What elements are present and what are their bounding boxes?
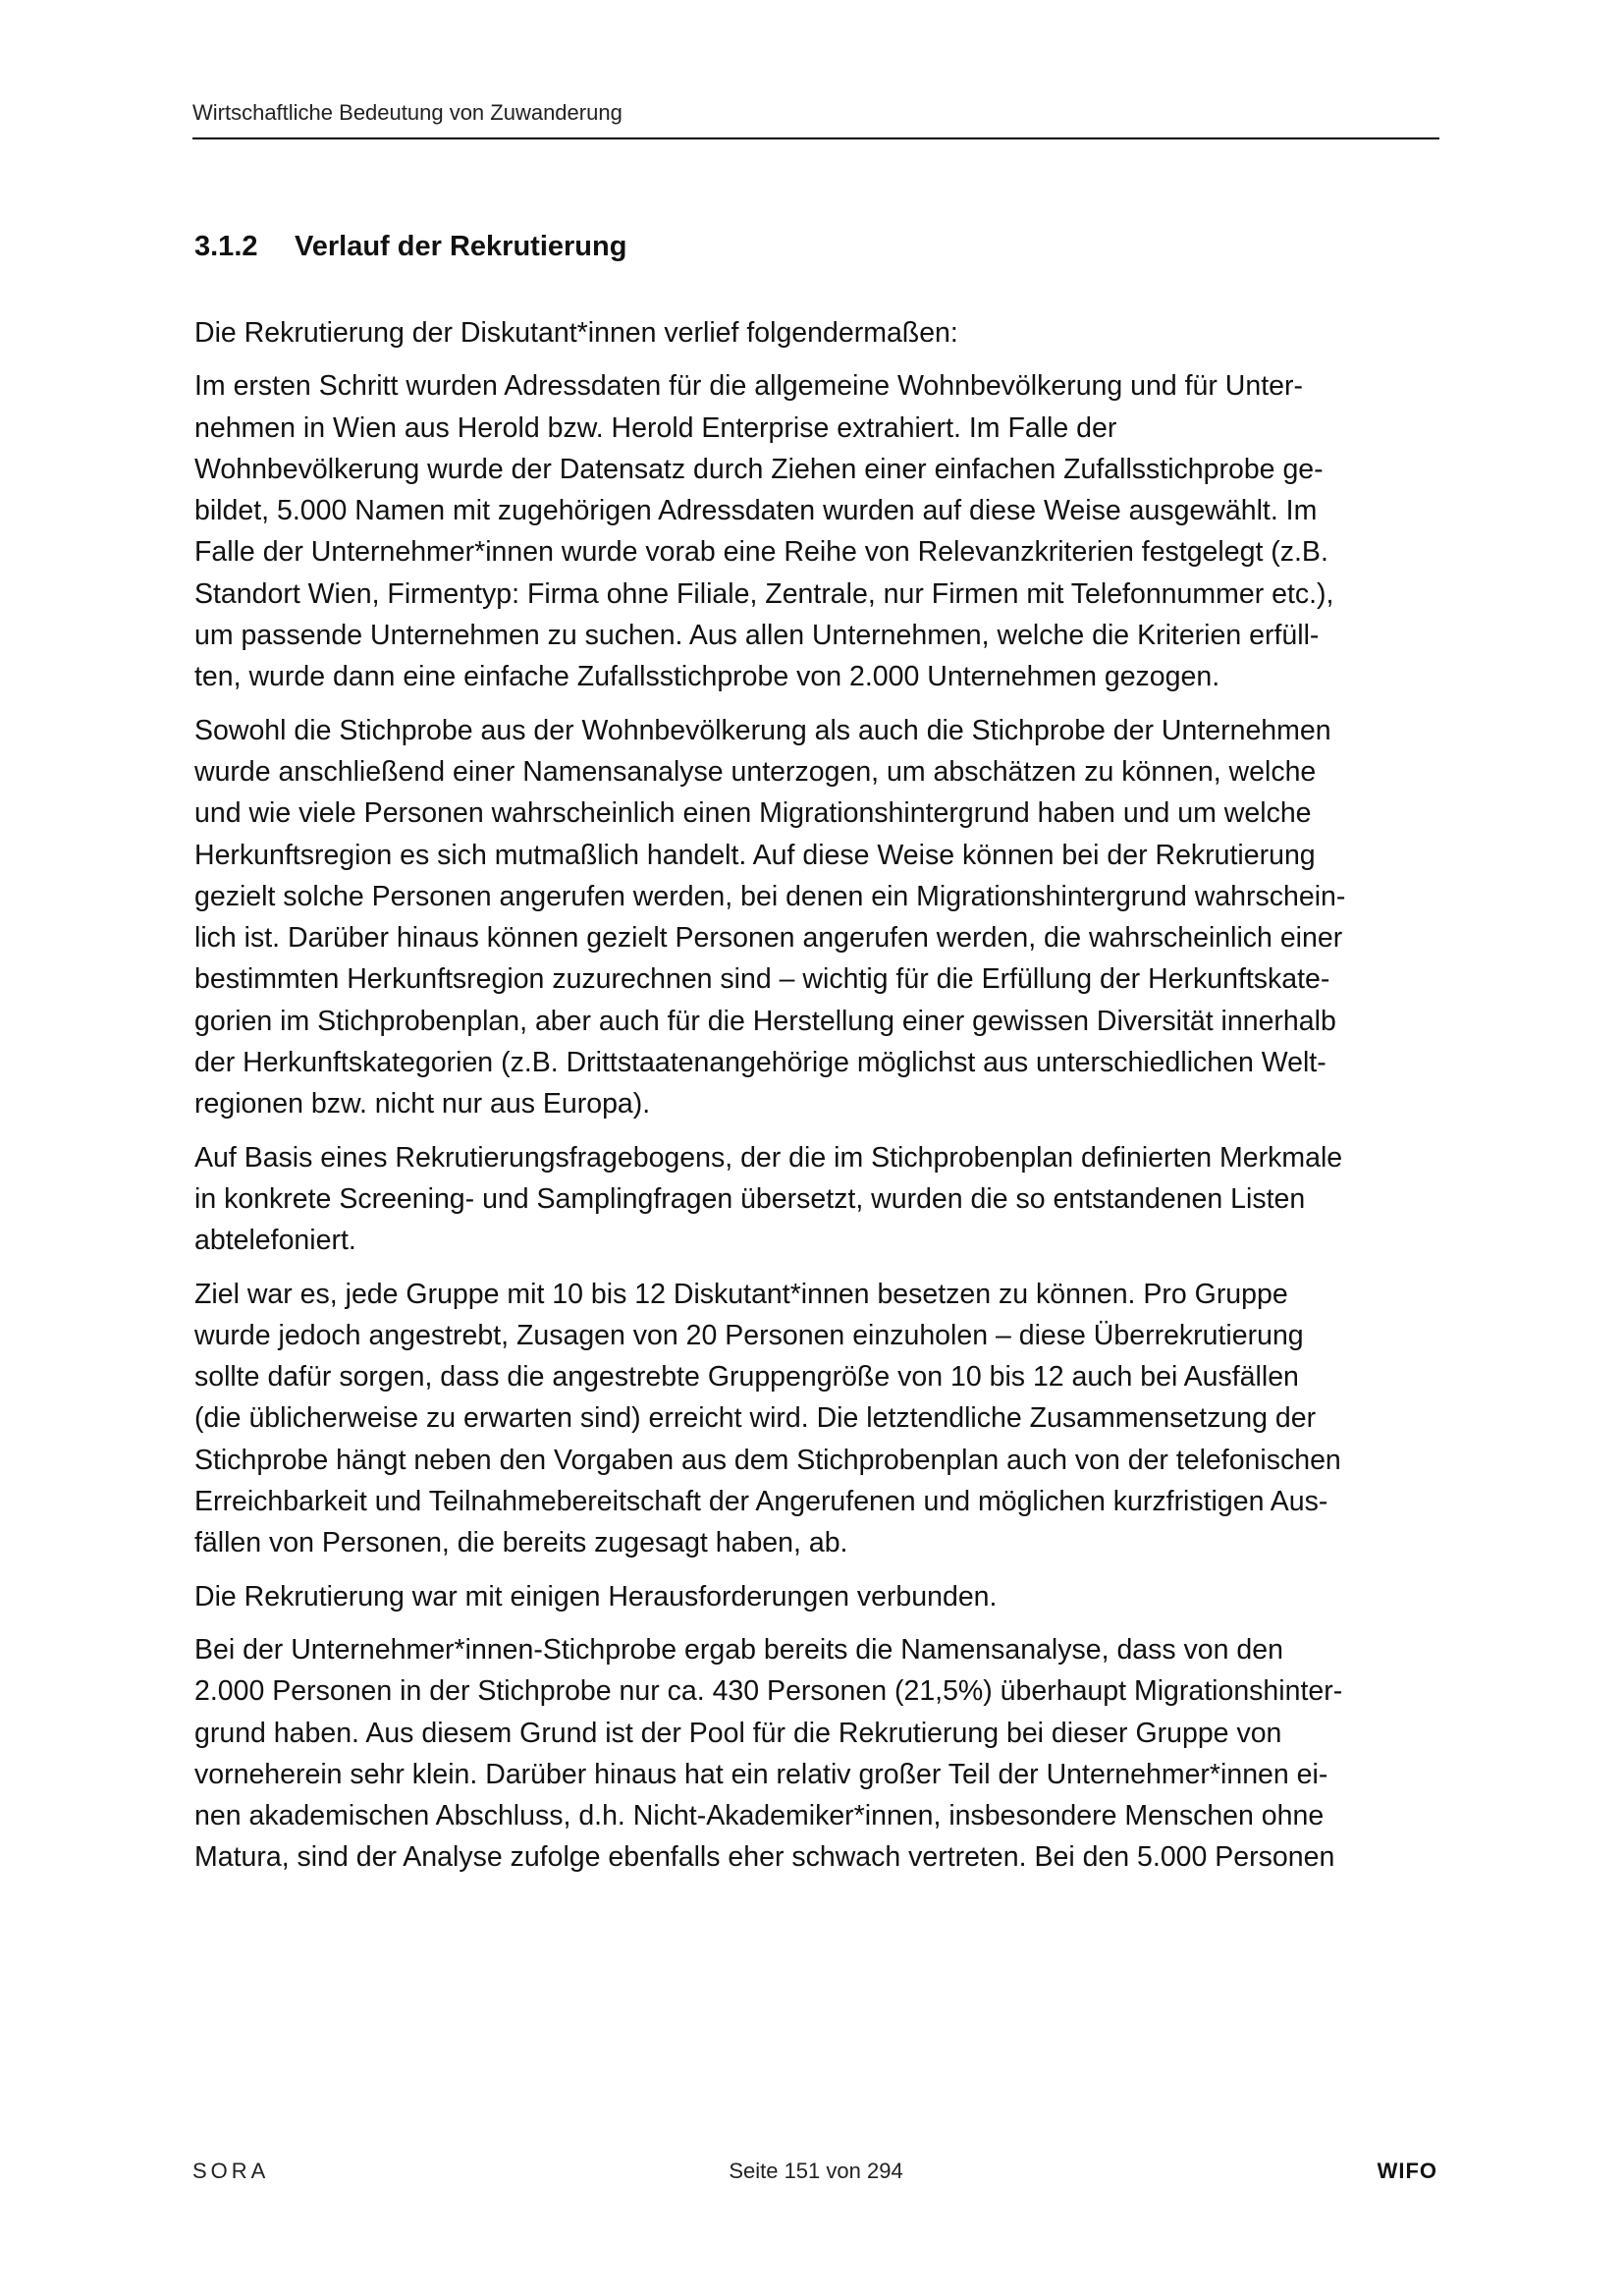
text-line: Matura, sind der Analyse zufolge ebenfalls eher schwach vertreten. Bei den 5.000 Personen bbox=[194, 1841, 1335, 1874]
text-line: sollte dafür sorgen, dass die angestrebte Gruppengröße von 10 bis 12 auch bei Ausfällen bbox=[194, 1361, 1299, 1394]
text-line: nehmen in Wien aus Herold bzw. Herold Enterprise extrahiert. Im Falle der bbox=[194, 411, 1117, 444]
wifo-logo: WIFO bbox=[1377, 2159, 1437, 2183]
page-footer bbox=[192, 2157, 1439, 2186]
text-line: Wohnbevölkerung wurde der Datensatz durch Ziehen einer einfachen Zufallsstichprobe ge- bbox=[194, 453, 1324, 485]
text-line: und wie viele Personen wahrscheinlich einen Migrationshintergrund haben und um welche bbox=[194, 797, 1312, 830]
paragraph bbox=[194, 1629, 1441, 1879]
paragraph bbox=[194, 365, 1441, 697]
text-line: gorien im Stichprobenplan, aber auch für die Herstellung einer gewissen Diversität innerhalb bbox=[194, 1005, 1336, 1037]
text-line: bestimmten Herkunftsregion zuzurechnen sind – wichtig für die Erfüllung der Herkunftskate- bbox=[194, 963, 1330, 996]
text-line: bildet, 5.000 Namen mit zugehörigen Adressdaten wurden auf diese Weise ausgewählt. Im bbox=[194, 495, 1318, 527]
text-line: Stichprobe hängt neben den Vorgaben aus dem Stichprobenplan auch von der telefonischen bbox=[194, 1444, 1341, 1476]
text-line: der Herkunftskategorien (z.B. Drittstaatenangehörige möglichst aus unterschiedlichen Welt- bbox=[194, 1047, 1326, 1079]
body-text bbox=[194, 312, 1441, 1879]
text-line: Herkunftsregion es sich mutmaßlich handelt. Auf diese Weise können bei der Rekrutierung bbox=[194, 839, 1316, 871]
text-line: in konkrete Screening- und Samplingfragen übersetzt, wurden die so entstandenen Listen bbox=[194, 1182, 1306, 1215]
paragraph bbox=[194, 312, 1441, 354]
text-line: Die Rekrutierung war mit einigen Herausforderungen verbunden. bbox=[194, 1580, 998, 1613]
section-number: 3.1.2 bbox=[194, 231, 258, 262]
paragraph bbox=[194, 710, 1441, 1125]
text-line: Auf Basis eines Rekrutierungsfragebogens, der die im Stichprobenplan definierten Merkmale bbox=[194, 1141, 1343, 1174]
text-line: lich ist. Darüber hinaus können gezielt Personen angerufen werden, die wahrscheinlich einer bbox=[194, 922, 1343, 955]
text-line: abtelefoniert. bbox=[194, 1225, 356, 1257]
text-line: gezielt solche Personen angerufen werden, bei denen ein Migrationshintergrund wahrschein- bbox=[194, 880, 1346, 912]
text-line: nen akademischen Abschluss, d.h. Nicht-Akademiker*innen, insbesondere Menschen ohne bbox=[194, 1800, 1325, 1832]
text-line: ten, wurde dann eine einfache Zufallsstichprobe von 2.000 Unternehmen gezogen. bbox=[194, 661, 1220, 693]
section-title: Verlauf der Rekrutierung bbox=[295, 231, 627, 262]
page-header bbox=[192, 94, 1439, 139]
text-line: wurde jedoch angestrebt, Zusagen von 20 Personen einzuholen – diese Überrekrutierung bbox=[194, 1319, 1304, 1351]
text-line: grund haben. Aus diesem Grund ist der Pool für die Rekrutierung bei dieser Gruppe von bbox=[194, 1717, 1282, 1749]
running-header-title: Wirtschaftliche Bedeutung von Zuwanderung bbox=[192, 100, 623, 125]
text-line: Bei der Unternehmer*innen-Stichprobe ergab bereits die Namensanalyse, dass von den bbox=[194, 1633, 1283, 1666]
text-line: regionen bzw. nicht nur aus Europa). bbox=[194, 1088, 651, 1121]
text-line: Die Rekrutierung der Diskutant*innen verlief folgendermaßen: bbox=[194, 317, 958, 349]
paragraph bbox=[194, 1137, 1441, 1262]
section-heading bbox=[194, 228, 1441, 265]
text-line: Standort Wien, Firmentyp: Firma ohne Filiale, Zentrale, nur Firmen mit Telefonnummer etc.), bbox=[194, 577, 1334, 610]
text-line: wurde anschließend einer Namensanalyse unterzogen, um abschätzen zu können, welche bbox=[194, 755, 1317, 788]
page-number: Seite 151 von 294 bbox=[729, 2159, 903, 2183]
paragraph bbox=[194, 1576, 1441, 1617]
text-line: (die üblicherweise zu erwarten sind) erreicht wird. Die letztendliche Zusammensetzung der bbox=[194, 1402, 1317, 1435]
text-line: Ziel war es, jede Gruppe mit 10 bis 12 Diskutant*innen besetzen zu können. Pro Gruppe bbox=[194, 1278, 1288, 1310]
text-line: Im ersten Schritt wurden Adressdaten für die allgemeine Wohnbevölkerung und für Unter- bbox=[194, 370, 1303, 403]
text-line: Sowohl die Stichprobe aus der Wohnbevölkerung als auch die Stichprobe der Unternehmen bbox=[194, 714, 1331, 746]
text-line: um passende Unternehmen zu suchen. Aus allen Unternehmen, welche die Kriterien erfüll- bbox=[194, 620, 1320, 652]
paragraph bbox=[194, 1274, 1441, 1564]
text-line: Falle der Unternehmer*innen wurde vorab eine Reihe von Relevanzkriterien festgelegt (z.B. bbox=[194, 536, 1328, 569]
text-line: vorneherein sehr klein. Darüber hinaus hat ein relativ großer Teil der Unternehmer*innen ei- bbox=[194, 1758, 1328, 1790]
footer-org-sora: SORA bbox=[192, 2159, 270, 2183]
text-line: Erreichbarkeit und Teilnahmebereitschaft der Angerufenen und möglichen kurzfristigen Aus- bbox=[194, 1486, 1328, 1518]
page-content bbox=[194, 228, 1441, 1890]
text-line: 2.000 Personen in der Stichprobe nur ca. 430 Personen (21,5%) überhaupt Migrationshinter- bbox=[194, 1675, 1343, 1708]
text-line: fällen von Personen, die bereits zugesagt haben, ab. bbox=[194, 1527, 848, 1559]
